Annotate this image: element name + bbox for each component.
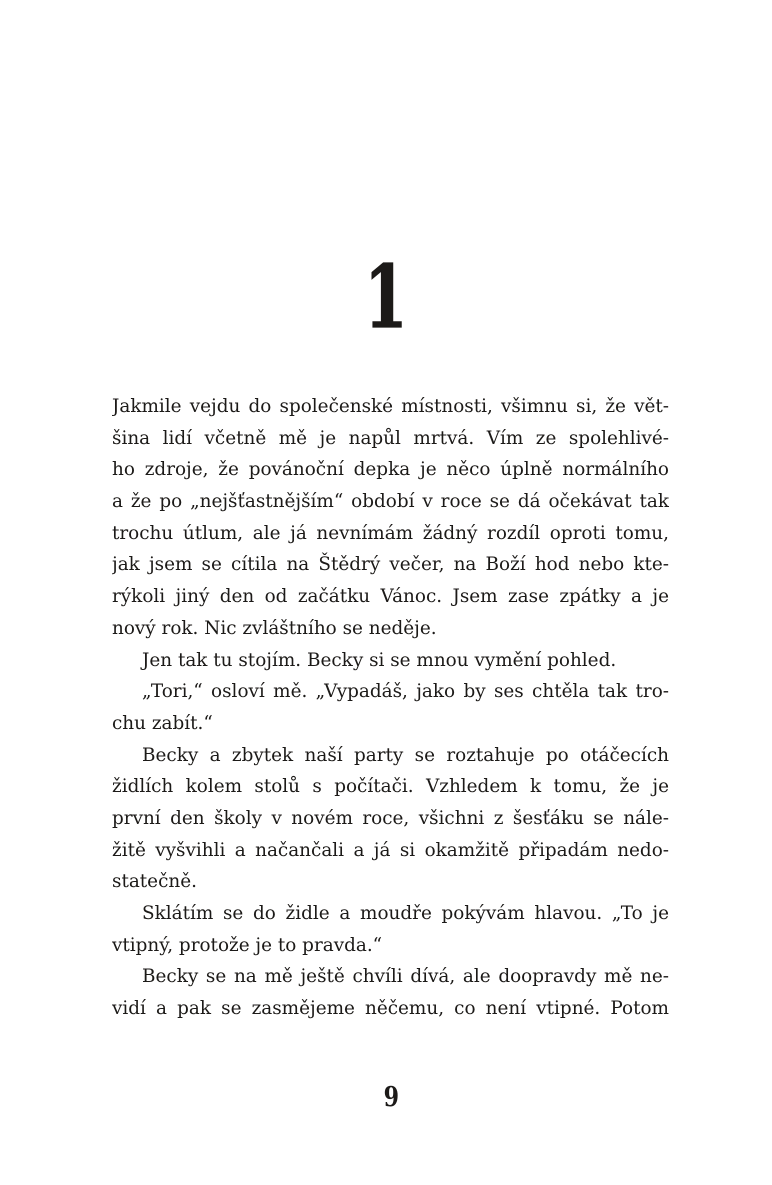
text-line: šina lidí včetně mě je napůl mrtvá. Vím ze spolehlivé-	[112, 427, 669, 449]
text-line: Becky a zbytek naší party se roztahuje po otáčecích	[142, 744, 669, 766]
page-number: 9	[383, 1082, 399, 1113]
text-line: trochu útlum, ale já nevnímám žádný rozdíl oproti tomu,	[112, 522, 669, 544]
text-line: Jakmile vejdu do společenské místnosti, všimnu si, že vět-	[112, 396, 669, 417]
text-line: ho zdroje, že povánoční depka je něco úplně normálního	[112, 459, 669, 481]
text-line: židlích kolem stolů s počítači. Vzhledem k tomu, že je	[112, 776, 669, 798]
text-line: žitě vyšvihli a načančali a já si okamžitě připadám nedo-	[112, 839, 669, 861]
body-text	[112, 391, 669, 1025]
text-line: Sklátím se do židle a moudře pokývám hlavou. „To je	[142, 903, 669, 924]
text-line: „Tori,“ osloví mě. „Vypadáš, jako by ses chtěla tak tro-	[142, 681, 669, 703]
text-line: chu zabít.“	[112, 712, 213, 734]
chapter-heading	[0, 247, 772, 348]
text-line: vidí a pak se zasmějeme něčemu, co není vtipné. Potom	[112, 998, 669, 1020]
text-line: první den školy v novém roce, všichni z šesťáku se nále-	[112, 807, 669, 829]
text-line: vtipný, protože je to pravda.“	[112, 934, 383, 956]
text-line: nový rok. Nic zvláštního se neděje.	[112, 617, 437, 639]
text-line: Becky se na mě ještě chvíli dívá, ale doopravdy mě ne-	[142, 966, 669, 988]
text-line: jak jsem se cítila na Štědrý večer, na Boží hod nebo kte-	[112, 554, 669, 576]
text-line: statečně.	[112, 871, 197, 893]
page-number-container	[0, 1084, 772, 1111]
text-line: a že po „nejšťastnějším“ období v roce se dá očekávat tak	[112, 491, 669, 513]
chapter-number: 1	[364, 247, 408, 348]
text-line: Jen tak tu stojím. Becky si se mnou vymění pohled.	[142, 649, 617, 671]
text-line: rýkoli jiný den od začátku Vánoc. Jsem zase zpátky a je	[112, 586, 669, 608]
